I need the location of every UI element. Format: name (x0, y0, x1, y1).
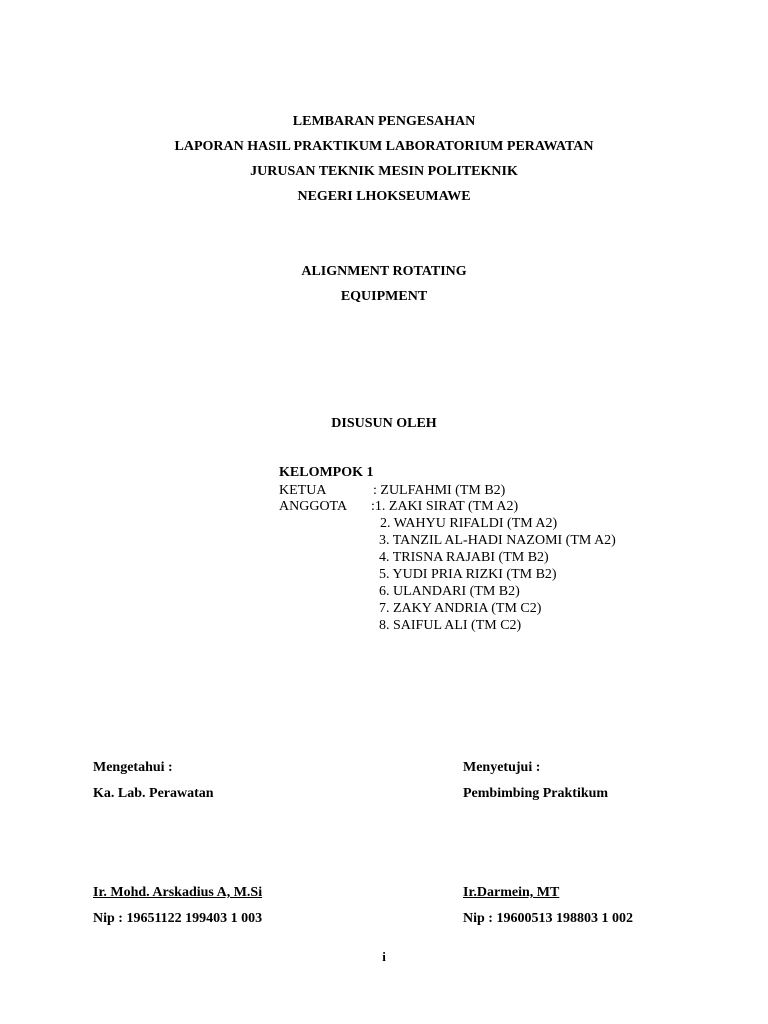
title-line-3: JURUSAN TEKNIK MESIN POLITEKNIK (250, 164, 518, 179)
right-role-label: Menyetujui : (463, 760, 541, 775)
member-5: 5. YUDI PRIA RIZKI (TM B2) (379, 567, 557, 582)
left-signatory-name: Ir. Mohd. Arskadius A, M.Si (93, 885, 263, 900)
left-position: Ka. Lab. Perawatan (93, 786, 214, 801)
group-label: KELOMPOK 1 (279, 465, 374, 480)
right-signatory-nip: Nip : 19600513 198803 1 002 (463, 911, 633, 926)
member-8: 8. SAIFUL ALI (TM C2) (379, 618, 522, 633)
title-line-4: NEGERI LHOKSEUMAWE (297, 189, 471, 204)
left-role-label: Mengetahui : (93, 760, 173, 775)
right-signatory-name: Ir.Darmein, MT (463, 885, 560, 900)
member-4: 4. TRISNA RAJABI (TM B2) (379, 550, 549, 565)
title-line-2: LAPORAN HASIL PRAKTIKUM LABORATORIUM PERAWATAN (174, 139, 594, 154)
leader-label: KETUA (279, 483, 327, 498)
author-heading: DISUSUN OLEH (331, 416, 437, 431)
leader-value: : ZULFAHMI (TM B2) (373, 483, 506, 498)
member-2: 2. WAHYU RIFALDI (TM A2) (380, 516, 558, 531)
page-number: i (382, 949, 386, 964)
topic-line-1: ALIGNMENT ROTATING (301, 264, 467, 279)
left-signatory-nip: Nip : 19651122 199403 1 003 (93, 911, 263, 926)
right-position: Pembimbing Praktikum (463, 786, 609, 801)
topic-line-2: EQUIPMENT (340, 289, 428, 304)
member-7: 7. ZAKY ANDRIA (TM C2) (379, 601, 542, 616)
title-line-1: LEMBARAN PENGESAHAN (292, 114, 476, 129)
members-label: ANGGOTA (279, 499, 348, 514)
member-1: :1. ZAKI SIRAT (TM A2) (371, 499, 519, 514)
member-6: 6. ULANDARI (TM B2) (379, 584, 520, 599)
member-3: 3. TANZIL AL-HADI NAZOMI (TM A2) (379, 533, 616, 548)
